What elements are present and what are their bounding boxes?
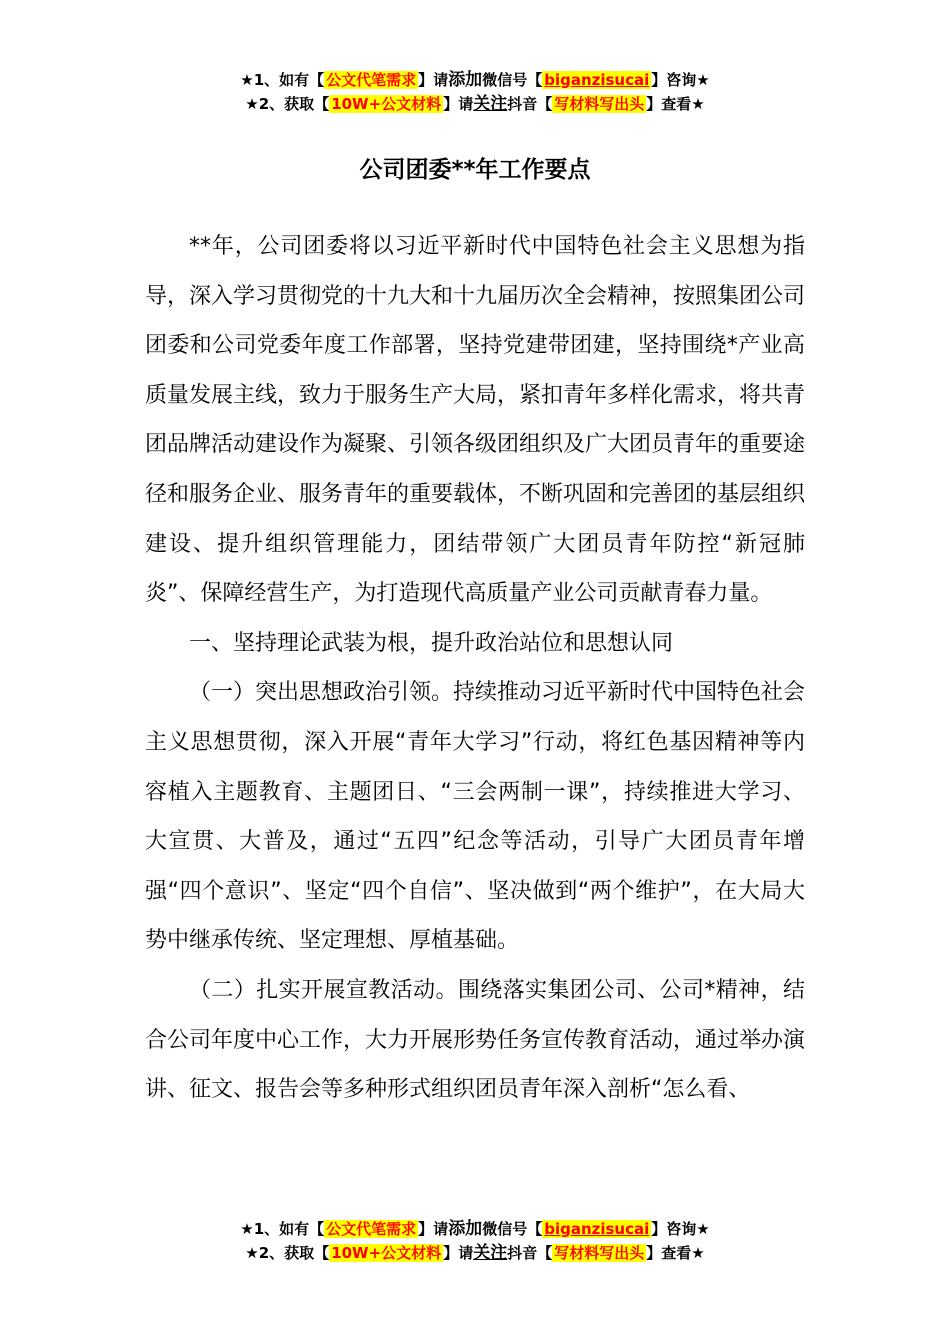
banner-text: 】查看★ [646, 95, 705, 113]
banner-text: 】请 [443, 95, 474, 113]
top-banner [0, 68, 950, 116]
banner-line-1 [0, 68, 950, 92]
banner-emphasis: 添加 [448, 70, 483, 90]
banner-emphasis: 关注 [473, 1243, 508, 1263]
banner-emphasis: 添加 [448, 1219, 483, 1239]
banner-text: ★2、获取【 [245, 1244, 330, 1262]
banner-emphasis: 关注 [473, 94, 508, 114]
intro-paragraph: **年，公司团委将以习近平新时代中国特色社会主义思想为指导，深入学习贯彻党的十九大和十九届历次全会精神，按照集团公司团委和公司党委年度工作部署，坚持党建带团建，坚持围绕*产业高质量发展主线，致力于服务生产大局，紧扣青年多样化需求，将共青团品牌活动建设作为凝聚、引领各级团组织及广大团员青年的重要途径和服务企业、服务青年的重要载体，不断巩固和完善团的基层组织建设、提升组织管理能力，团结带领广大团员青年防控“新冠肺炎”、保障经营生产，为打造现代高质量产业公司贡献青春力量。 [145, 234, 806, 607]
banner-wechat-id: biganzisucai [544, 71, 650, 89]
banner-line-2 [0, 92, 950, 116]
banner-highlight: 10W+公文材料 [331, 1244, 442, 1262]
banner-douyin-id: 写材料写出头 [554, 95, 645, 113]
banner-douyin-id: 写材料写出头 [554, 1244, 645, 1262]
banner-text: 】查看★ [646, 1244, 705, 1262]
banner-text: ★2、获取【 [245, 95, 330, 113]
banner-text: 】咨询★ [651, 1220, 710, 1238]
banner-highlight: 公文代笔需求 [326, 71, 417, 89]
banner-text: 微信号【 [482, 1220, 543, 1238]
banner-text: 】请 [418, 71, 449, 89]
banner-text: 】请 [418, 1220, 449, 1238]
banner-text: ★1、如有【 [240, 71, 325, 89]
document-body [145, 222, 805, 1115]
banner-line-2 [0, 1241, 950, 1265]
banner-text: ★1、如有【 [240, 1220, 325, 1238]
body-paragraph: （二）扎实开展宣教活动。围绕落实集团公司、公司*精神，结合公司年度中心工作，大力开展形势任务宣传教育活动，通过举办演讲、征文、报告会等多种形式组织团员青年深入剖析“怎么看、 [145, 977, 806, 1103]
banner-text: 抖音【 [507, 1244, 553, 1262]
banner-wechat-id: biganzisucai [544, 1220, 650, 1238]
banner-highlight: 公文代笔需求 [326, 1220, 417, 1238]
banner-text: 微信号【 [482, 71, 543, 89]
bottom-banner [0, 1217, 950, 1265]
document-title: 公司团委**年工作要点 [359, 157, 591, 183]
banner-line-1 [0, 1217, 950, 1241]
section-heading: 一、坚持理论武装为根，提升政治站位和思想认同 [189, 630, 674, 656]
body-paragraph: （一）突出思想政治引领。持续推动习近平新时代中国特色社会主义思想贯彻，深入开展“青年大学习”行动，将红色基因精神等内容植入主题教育、主题团日、“三会两制一课”，持续推进大学习、大宣贯、大普及，通过“五四”纪念等活动，引导广大团员青年增强“四个意识”、坚定“四个自信”、坚决做到“两个维护”，在大局大势中继承传统、坚定理想、厚植基础。 [145, 680, 806, 954]
banner-text: 】请 [443, 1244, 474, 1262]
banner-text: 】咨询★ [651, 71, 710, 89]
banner-text: 抖音【 [507, 95, 553, 113]
banner-highlight: 10W+公文材料 [331, 95, 442, 113]
